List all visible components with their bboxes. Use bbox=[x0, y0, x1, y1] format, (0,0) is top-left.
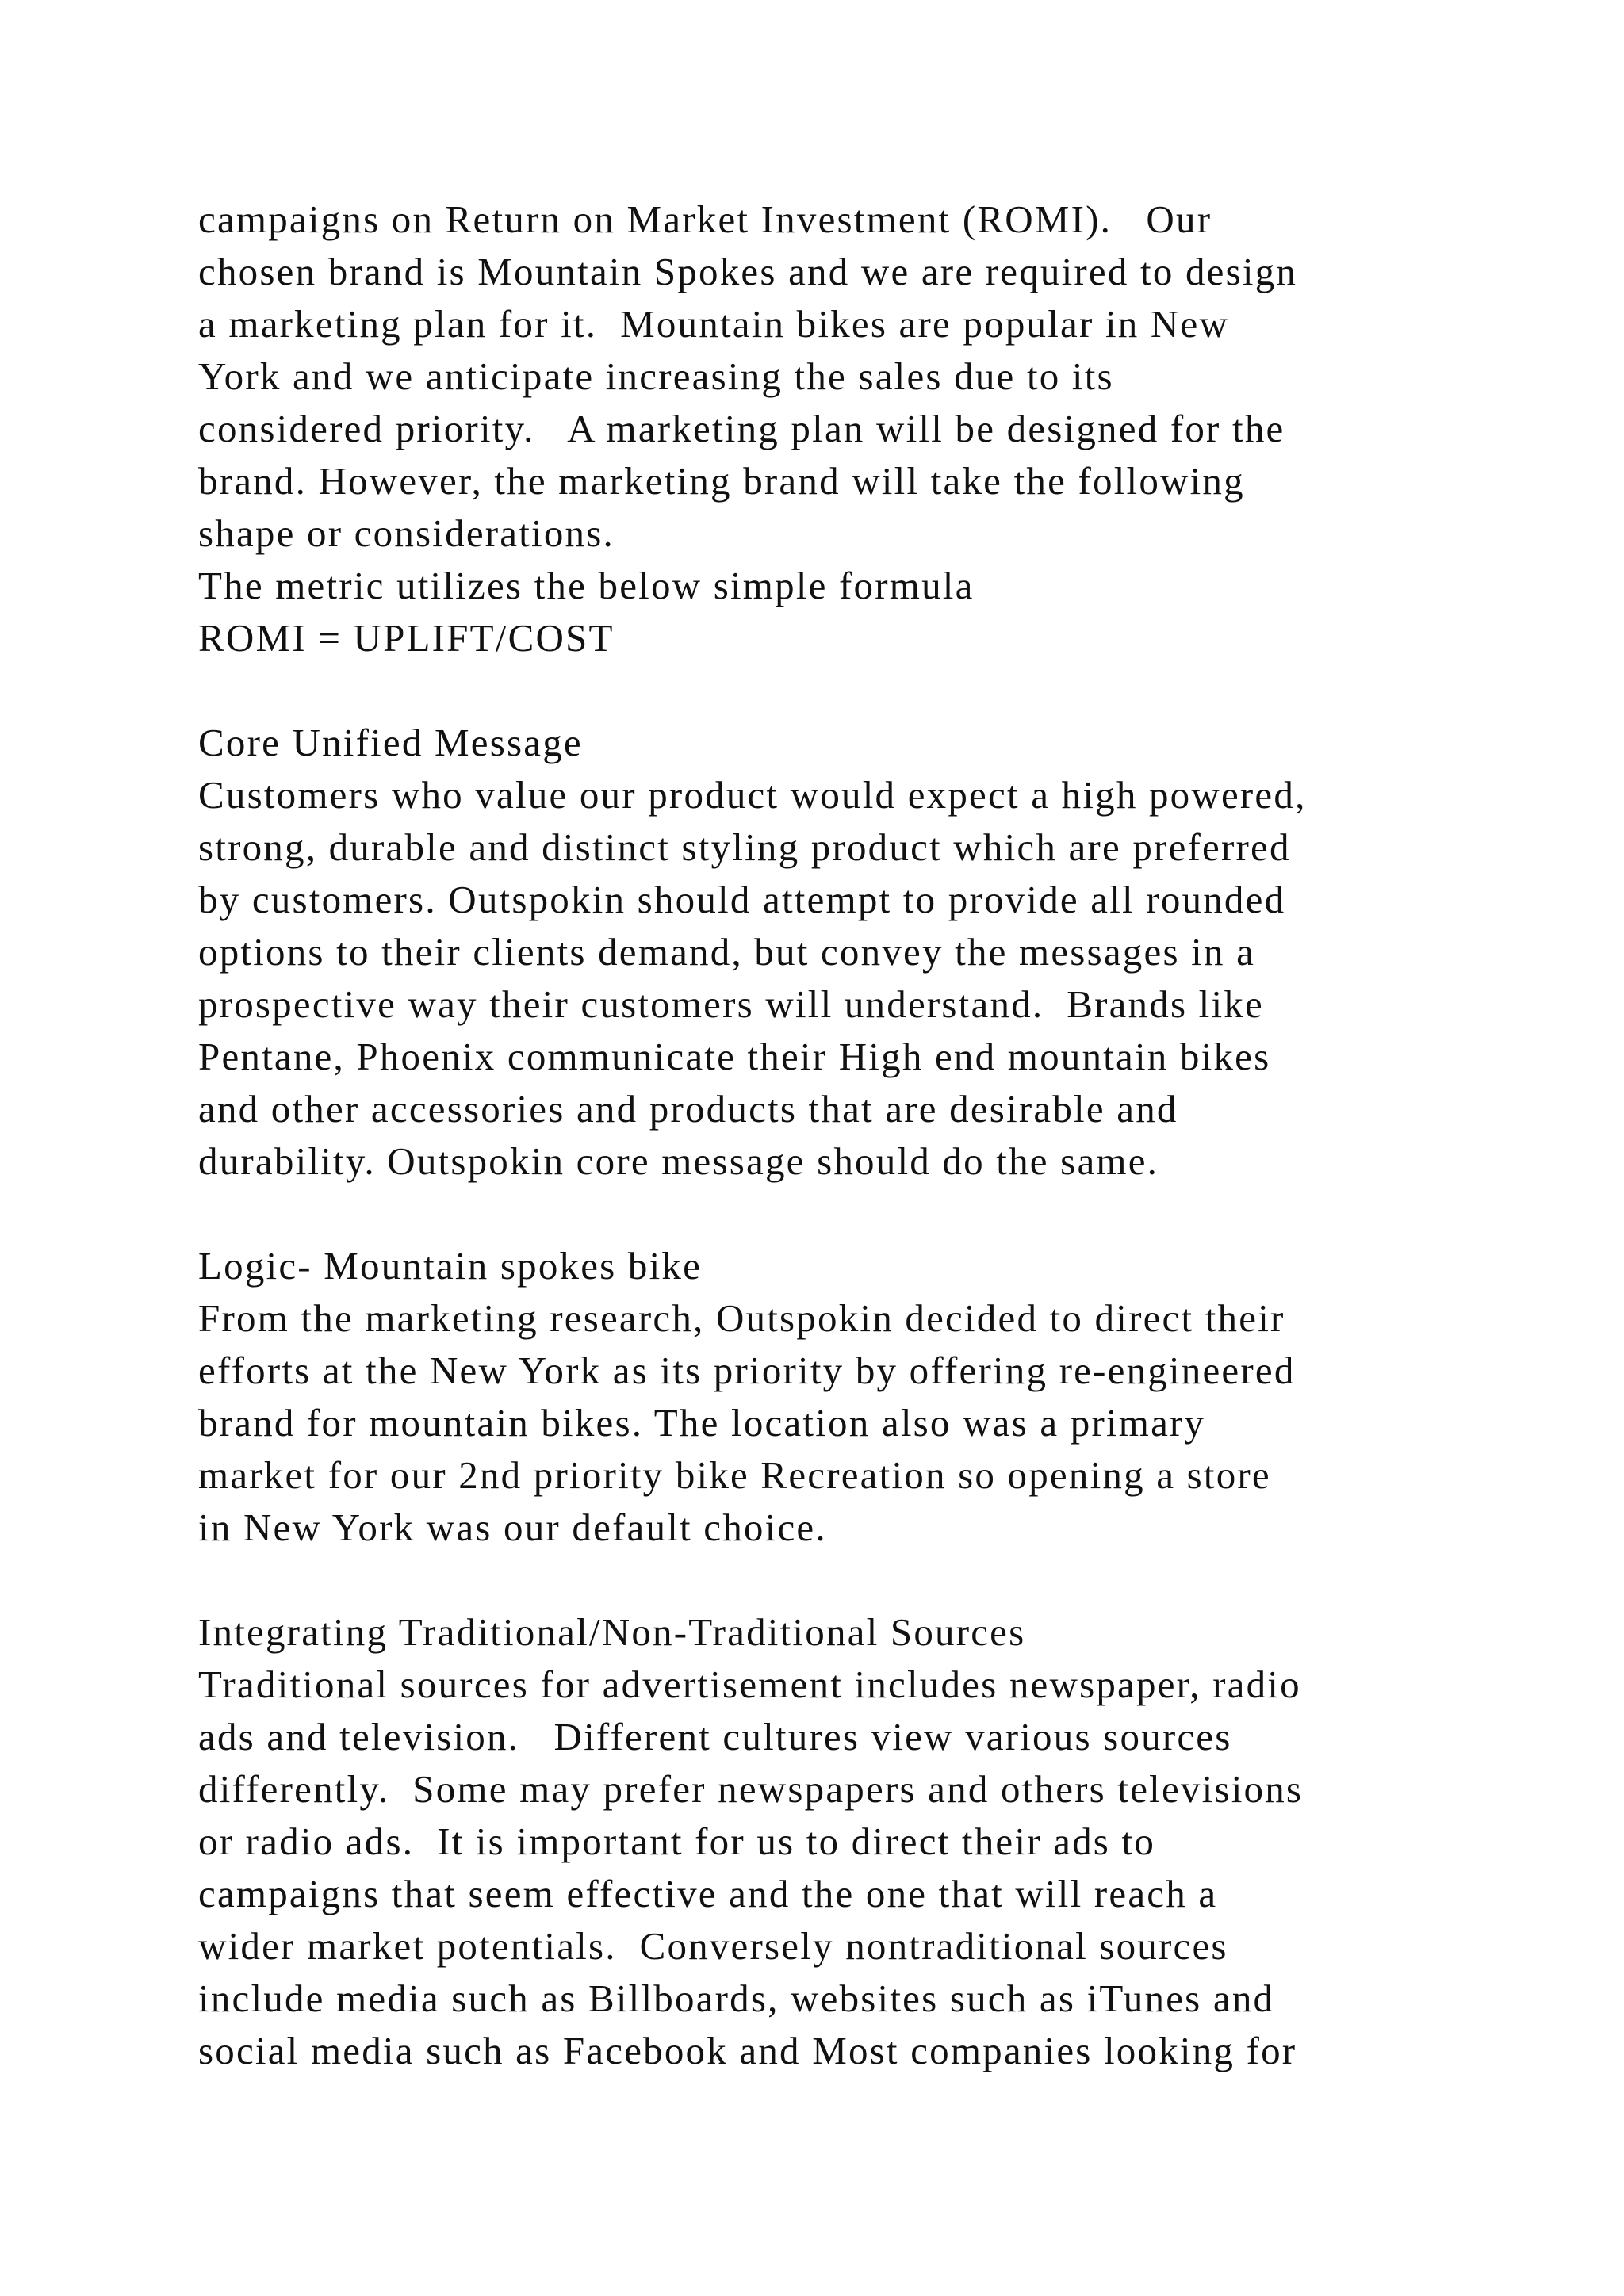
text-line: brand for mountain bikes. The location also was a primary bbox=[198, 1401, 1206, 1445]
text-line: brand. However, the marketing brand will take the following bbox=[198, 459, 1245, 503]
text-line: ads and television. Different cultures view various sources bbox=[198, 1715, 1232, 1758]
text-line: campaigns that seem effective and the one that will reach a bbox=[198, 1872, 1218, 1915]
section-core-unified-message bbox=[198, 717, 1483, 1188]
text-line: market for our 2nd priority bike Recreation so opening a store bbox=[198, 1453, 1271, 1497]
text-line: strong, durable and distinct styling product which are preferred bbox=[198, 825, 1291, 869]
section-integrating-sources bbox=[198, 1606, 1483, 2077]
text-line: and other accessories and products that are desirable and bbox=[198, 1087, 1178, 1131]
text-line: by customers. Outspokin should attempt to provide all rounded bbox=[198, 878, 1286, 921]
text-line: wider market potentials. Conversely nontraditional sources bbox=[198, 1924, 1228, 1968]
paragraph-gap bbox=[198, 664, 1483, 717]
formula-line: ROMI = UPLIFT/COST bbox=[198, 616, 615, 660]
text-line: considered priority. A marketing plan will be designed for the bbox=[198, 407, 1285, 450]
text-line: prospective way their customers will understand. Brands like bbox=[198, 982, 1264, 1026]
text-line: The metric utilizes the below simple formula bbox=[198, 564, 975, 607]
text-line: shape or considerations. bbox=[198, 511, 615, 555]
text-line: in New York was our default choice. bbox=[198, 1506, 827, 1549]
text-line: Customers who value our product would expect a high powered, bbox=[198, 773, 1307, 817]
text-line: efforts at the New York as its priority by offering re-engineered bbox=[198, 1349, 1296, 1392]
text-line: a marketing plan for it. Mountain bikes are popular in New bbox=[198, 302, 1230, 346]
text-line: include media such as Billboards, websites such as iTunes and bbox=[198, 1976, 1275, 2020]
text-line: or radio ads. It is important for us to direct their ads to bbox=[198, 1820, 1156, 1863]
section-heading: Integrating Traditional/Non-Traditional Sources bbox=[198, 1610, 1026, 1654]
section-logic bbox=[198, 1240, 1483, 1554]
intro-paragraph bbox=[198, 193, 1483, 664]
text-line: From the marketing research, Outspokin decided to direct their bbox=[198, 1296, 1285, 1340]
text-line: differently. Some may prefer newspapers and others televisions bbox=[198, 1767, 1304, 1811]
section-heading: Logic- Mountain spokes bike bbox=[198, 1244, 703, 1288]
text-line: York and we anticipate increasing the sales due to its bbox=[198, 354, 1114, 398]
body-text bbox=[198, 193, 1483, 2077]
section-heading: Core Unified Message bbox=[198, 721, 583, 764]
text-line: chosen brand is Mountain Spokes and we are required to design bbox=[198, 250, 1298, 293]
text-line: Traditional sources for advertisement includes newspaper, radio bbox=[198, 1663, 1301, 1706]
text-line: options to their clients demand, but convey the messages in a bbox=[198, 930, 1256, 974]
text-line: campaigns on Return on Market Investment (ROMI). Our bbox=[198, 197, 1212, 241]
text-line: durability. Outspokin core message should do the same. bbox=[198, 1139, 1159, 1183]
paragraph-gap bbox=[198, 1188, 1483, 1240]
text-line: Pentane, Phoenix communicate their High end mountain bikes bbox=[198, 1035, 1271, 1078]
paragraph-gap bbox=[198, 1554, 1483, 1606]
text-line: social media such as Facebook and Most companies looking for bbox=[198, 2029, 1297, 2072]
